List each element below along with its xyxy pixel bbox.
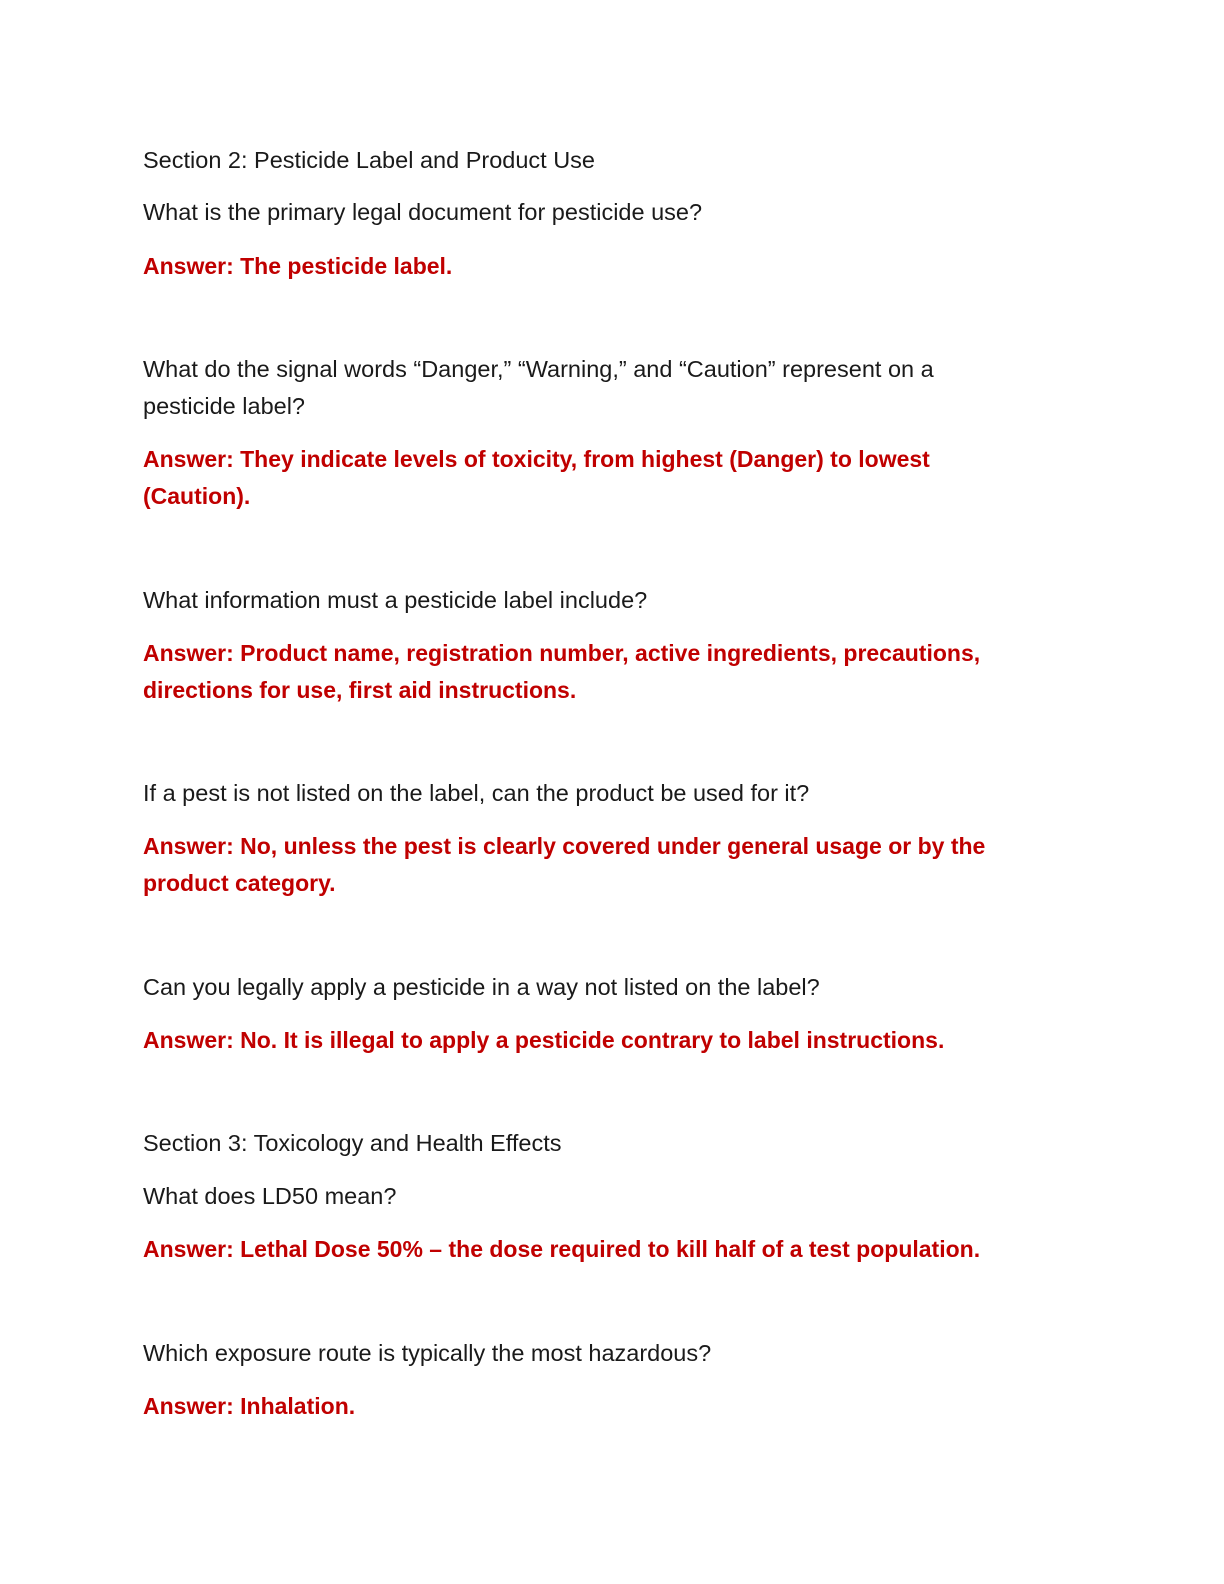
question-ld50: What does LD50 mean? [143,1183,397,1209]
answer-label-information-line-1: Answer: Product name, registration number, active ingredients, precautions, [143,640,981,666]
answer-pesticide-label: Answer: The pesticide label. [143,253,453,279]
answer-toxicity-levels-line-2: (Caution). [143,483,251,509]
question-signal-words-line-1: What do the signal words “Danger,” “Warning,” and “Caution” represent on a [143,356,934,382]
question-apply-off-label: Can you legally apply a pesticide in a way not listed on the label? [143,974,820,1000]
answer-label-information-line-2: directions for use, first aid instructions. [143,677,577,703]
answer-apply-off-label: Answer: No. It is illegal to apply a pesticide contrary to label instructions. [143,1027,945,1053]
question-exposure-route: Which exposure route is typically the most hazardous? [143,1340,712,1366]
answer-pest-not-listed-line-1: Answer: No, unless the pest is clearly covered under general usage or by the [143,833,986,859]
question-signal-words-line-2: pesticide label? [143,393,305,419]
section-2-heading: Section 2: Pesticide Label and Product Use [143,147,595,173]
question-primary-legal-document: What is the primary legal document for pesticide use? [143,199,703,225]
answer-exposure-route: Answer: Inhalation. [143,1393,356,1419]
answer-pest-not-listed-line-2: product category. [143,870,336,896]
answer-toxicity-levels-line-1: Answer: They indicate levels of toxicity, from highest (Danger) to lowest [143,446,930,472]
question-label-information: What information must a pesticide label include? [143,587,648,613]
answer-ld50: Answer: Lethal Dose 50% – the dose required to kill half of a test population. [143,1236,981,1262]
question-pest-not-listed: If a pest is not listed on the label, can the product be used for it? [143,780,810,806]
section-3-heading: Section 3: Toxicology and Health Effects [143,1130,562,1156]
